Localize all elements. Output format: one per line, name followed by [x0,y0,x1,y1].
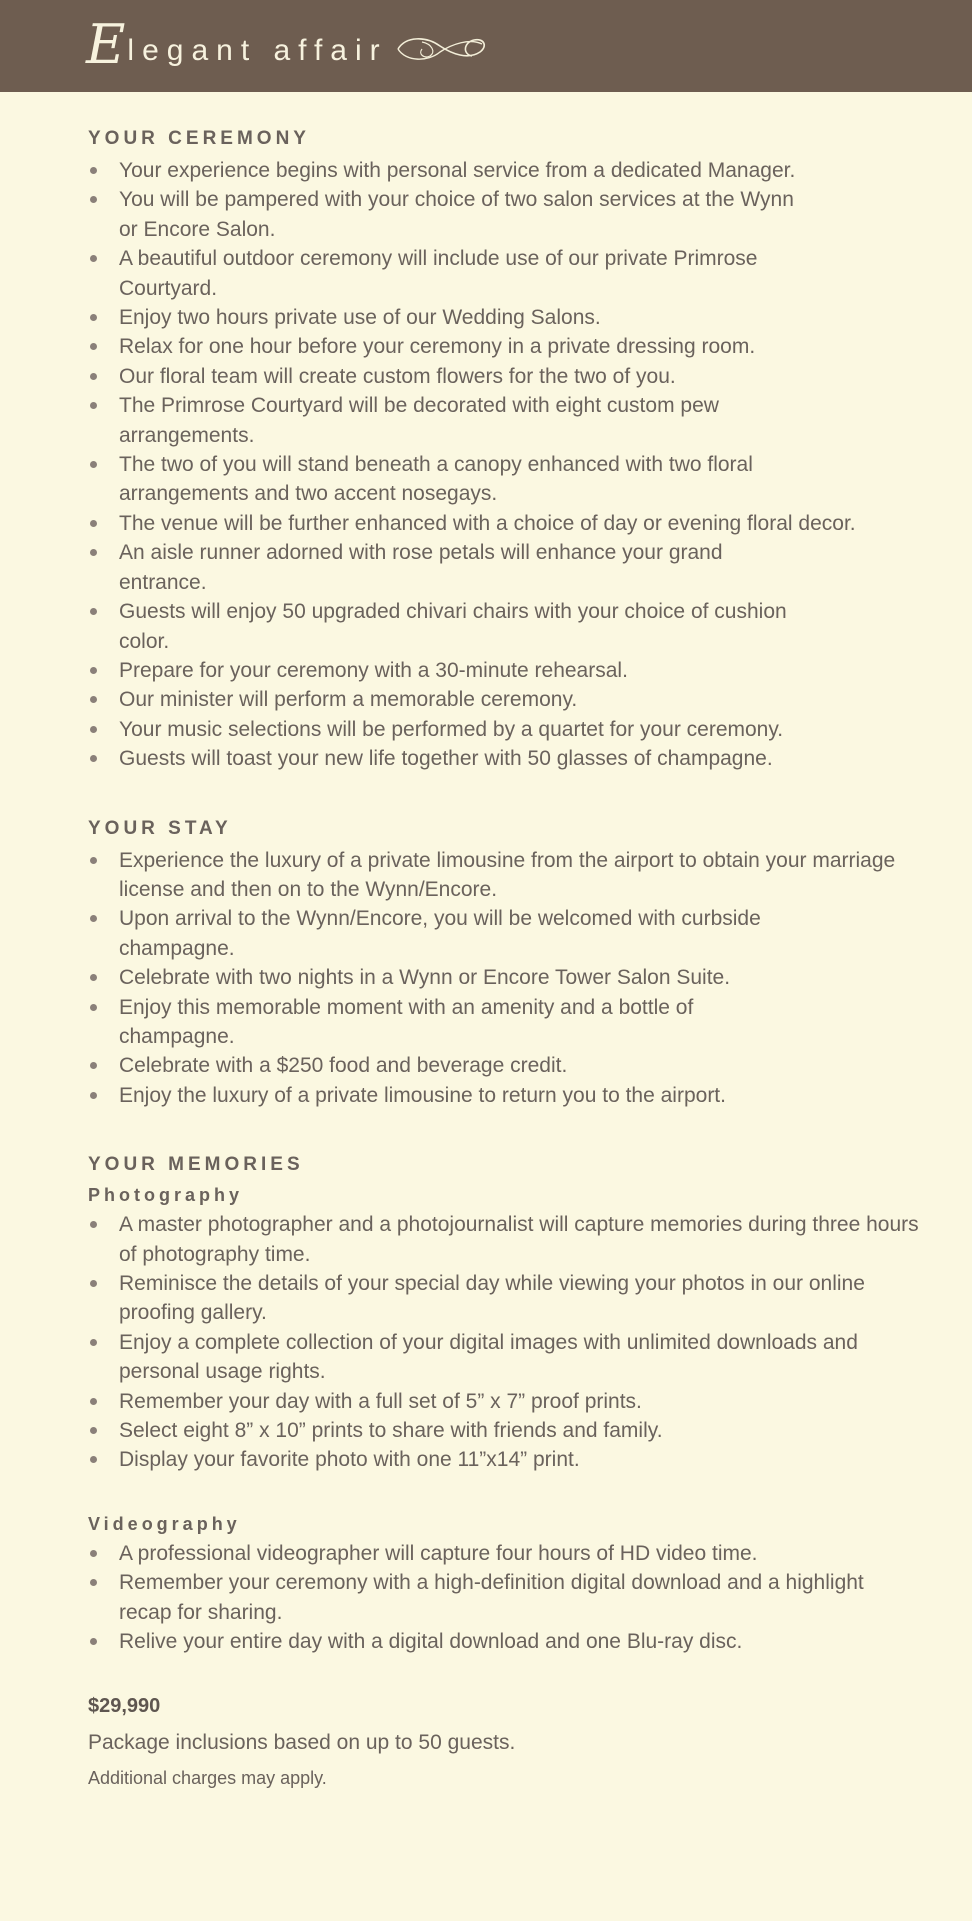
package-details [88,126,918,1792]
list-item: A master photographer and a photojournalist will capture memories during three hours of photography time. [88,1210,919,1269]
list-item: The two of you will stand beneath a canopy enhanced with two floral arrangements and two accent nosegays. [88,450,879,509]
videography-list [88,1539,918,1657]
list-item: Upon arrival to the Wynn/Encore, you will be welcomed with curbside champagne. [88,904,809,963]
list-item: Your music selections will be performed by a quartet for your ceremony. [88,715,918,744]
subsection-title-videography: Videography [88,1513,241,1534]
list-item: Remember your ceremony with a high-definition digital download and a highlight recap for sharing. [88,1568,899,1627]
list-item: Experience the luxury of a private limousine from the airport to obtain your marriage license and then on to the Wynn/Encore. [88,846,909,905]
pricing-section [88,1692,918,1792]
list-item: Guests will toast your new life together with 50 glasses of champagne. [88,744,918,773]
package-price: $29,990 [88,1695,161,1718]
list-item: Enjoy this memorable moment with an amenity and a bottle of champagne. [88,993,809,1052]
photography-list [88,1210,918,1475]
section-title-memories: YOUR MEMORIES [88,1154,304,1176]
list-item: Select eight 8” x 10” prints to share with friends and family. [88,1416,918,1445]
swirl-flourish-icon [392,32,492,71]
memories-section [88,1152,918,1656]
section-title-stay: YOUR STAY [88,817,232,839]
list-item: Relive your entire day with a digital download and one Blu-ray disc. [88,1627,918,1656]
list-item: Celebrate with a $250 food and beverage credit. [88,1051,918,1080]
list-item: A professional videographer will capture four hours of HD video time. [88,1539,918,1568]
brand-initial: E [86,13,126,76]
list-item: Enjoy two hours private use of our Wedding Salons. [88,303,918,332]
subsection-title-photography: Photography [88,1185,243,1206]
stay-section [88,816,918,1111]
guest-note: Package inclusions based on up to 50 guests. [88,1731,516,1755]
list-item: A beautiful outdoor ceremony will include use of our private Primrose Courtyard. [88,244,809,303]
brand-wordmark: legant affair [127,34,388,67]
list-item: Guests will enjoy 50 upgraded chivari chairs with your choice of cushion color. [88,597,809,656]
list-item: Enjoy a complete collection of your digital images with unlimited downloads and personal usage rights. [88,1328,919,1387]
list-item: Display your favorite photo with one 11”x14” print. [88,1445,918,1474]
list-item: Prepare for your ceremony with a 30-minute rehearsal. [88,656,918,685]
section-title-ceremony: YOUR CEREMONY [88,128,310,149]
list-item: The Primrose Courtyard will be decorated with eight custom pew arrangements. [88,391,809,450]
brand-logo [86,14,492,80]
list-item: You will be pampered with your choice of two salon services at the Wynn or Encore Salon. [88,185,809,244]
list-item: An aisle runner adorned with rose petals will enhance your grand entrance. [88,538,809,597]
list-item: Relax for one hour before your ceremony in a private dressing room. [88,332,918,361]
header-bar [0,0,972,92]
ceremony-section [88,126,918,774]
list-item: Our floral team will create custom flowers for the two of you. [88,362,918,391]
stay-list [88,846,918,1111]
list-item: Our minister will perform a memorable ceremony. [88,685,918,714]
ceremony-list [88,156,918,774]
list-item: Reminisce the details of your special day while viewing your photos in our online proofing gallery. [88,1269,909,1328]
list-item: Enjoy the luxury of a private limousine to return you to the airport. [88,1081,918,1110]
list-item: The venue will be further enhanced with a choice of day or evening floral decor. [88,509,879,538]
list-item: Celebrate with two nights in a Wynn or Encore Tower Salon Suite. [88,963,918,992]
list-item: Remember your day with a full set of 5” x 7” proof prints. [88,1387,918,1416]
charges-disclaimer: Additional charges may apply. [88,1768,327,1789]
list-item: Your experience begins with personal service from a dedicated Manager. [88,156,918,185]
